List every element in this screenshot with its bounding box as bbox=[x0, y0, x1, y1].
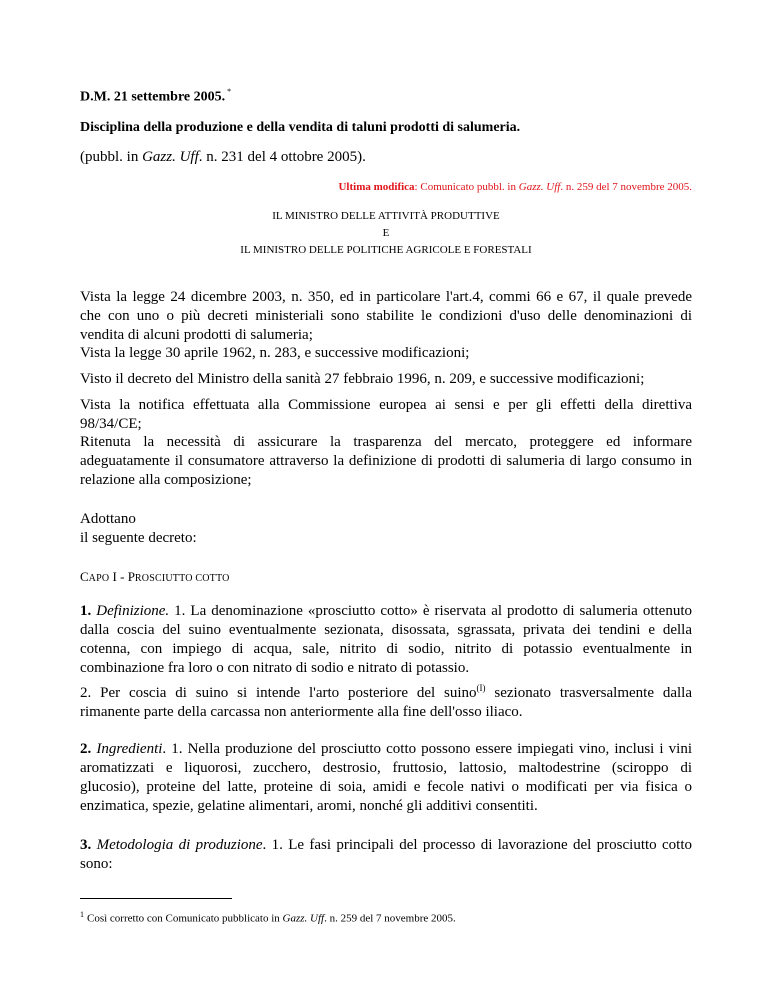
article-1-paragraph-2: 2. Per coscia di suino si intende l'arto posteriore del suino$^{(I)}$ sezionato trasversalmente dalla rimanente parte della carcassa non anteriormente alla fine dell'osso iliaco. bbox=[80, 683, 692, 720]
last-modification-note: Ultima modifica: Comunicato pubbl. in Gazz. Uff. n. 259 del 7 novembre 2005. bbox=[338, 181, 692, 193]
chapter-heading: CAPO I - PROSCIUTTO COTTO bbox=[80, 569, 230, 584]
decree-title: D.M. 21 settembre 2005. * bbox=[80, 87, 232, 105]
ministers-block: IL MINISTRO DELLE ATTIVITÀ PRODUTTIVE E IL MINISTRO DELLE POLITICHE AGRICOLE E FORESTALI bbox=[240, 210, 532, 256]
asterisk-footnote-mark: * bbox=[227, 87, 232, 96]
footnote: $^1$ Così corretto con Comunicato pubblicato in Gazz. Uff. n. 259 del 7 novembre 2005. bbox=[80, 910, 456, 925]
adoption-formula: Adottano il seguente decreto: bbox=[80, 511, 197, 546]
recital-5: Ritenuta la necessità di assicurare la trasparenza del mercato, proteggere ed informare adeguatamente il consumatore attraverso la definizione di prodotti di salumeria di largo consumo in relazione alla composizione; bbox=[80, 434, 692, 488]
article-1: 1. Definizione. 1. La denominazione «prosciutto cotto» è riservata al prodotto di salumeria ottenuto dalla coscia del suino eventualmente sezionata, disossata, sgrassata, privata dei tendini e della cotenna, con impiego di acqua, sale, nitrito di sodio, nitrito di potassio eventualmente in combinazione fra loro o con nitrato di sodio e nitrato di potassio. bbox=[80, 603, 693, 676]
recital-2: Vista la legge 30 aprile 1962, n. 283, e successive modificazioni; bbox=[80, 345, 470, 361]
article-2: 2. Ingredienti. 1. Nella produzione del prosciutto cotto possono essere impiegati vino, inclusi i vini aromatizzati e liquorosi, zucchero, destrosio, fruttosio, lattosio, maltodestrine (sciroppo di glucosio), proteine del latte, proteine di soia, amidi e fecole nativi o modificati per via fisica o enzimatica, spezie, gelatine alimentari, aromi, nonché gli additivi consentiti. bbox=[80, 741, 692, 814]
decree-subject: Disciplina della produzione e della vendita di taluni prodotti di salumeria. bbox=[80, 120, 521, 135]
footnote-separator bbox=[80, 898, 232, 899]
publication-note: (pubbl. in Gazz. Uff. n. 231 del 4 ottobre 2005). bbox=[80, 149, 366, 165]
footnote-ref[interactable]: (I) bbox=[476, 683, 486, 693]
article-3: 3. Metodologia di produzione. 1. Le fasi principali del processo di lavorazione del prosciutto cotto sono: bbox=[80, 837, 692, 872]
recital-4: Vista la notifica effettuata alla Commissione europea ai sensi e per gli effetti della direttiva 98/34/CE; bbox=[80, 397, 692, 432]
recital-1: Vista la legge 24 dicembre 2003, n. 350, ed in particolare l'art.4, commi 66 e 67, il quale prevede che con uno o più decreti ministeriali sono stabilite le condizioni d'uso delle denominazioni di vendita di alcuni prodotti di salumeria; bbox=[80, 289, 692, 343]
recital-3: Visto il decreto del Ministro della sanità 27 febbraio 1996, n. 209, e successive modificazioni; bbox=[80, 371, 645, 387]
